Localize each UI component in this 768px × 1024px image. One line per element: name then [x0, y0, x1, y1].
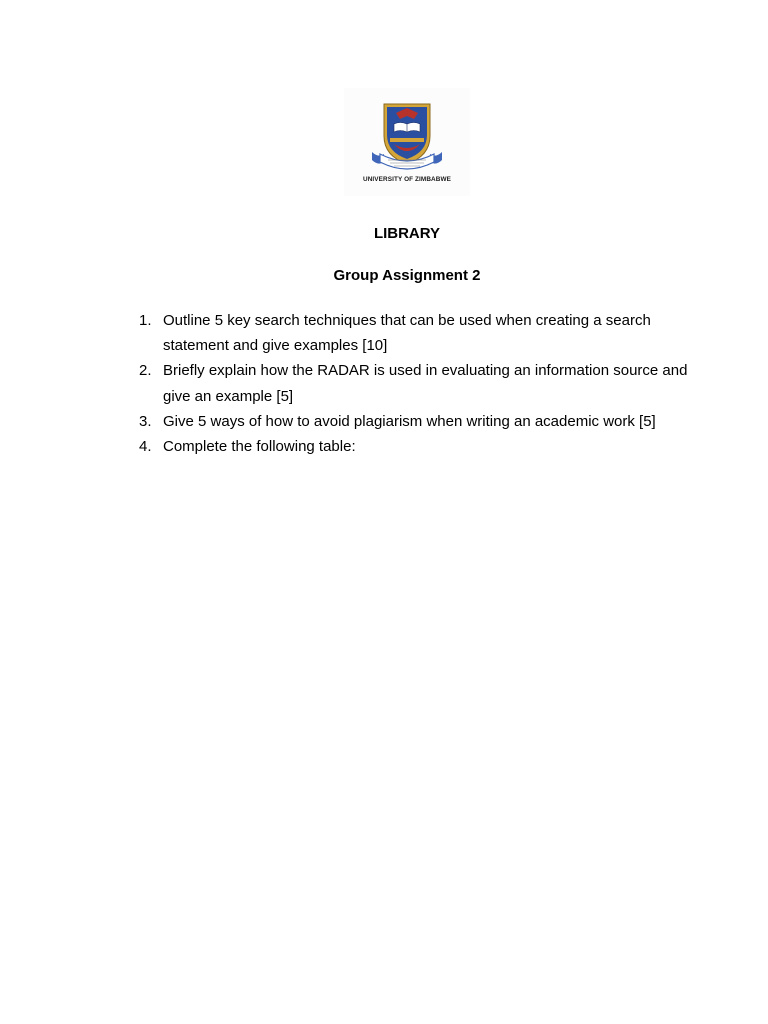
- question-text: Briefly explain how the RADAR is used in evaluating an information source and give an example [5]: [163, 362, 688, 405]
- question-number: 2.: [139, 362, 152, 380]
- question-number: 3.: [139, 412, 152, 430]
- question-number: 4.: [139, 438, 152, 456]
- question-text: Outline 5 key search techniques that can be used when creating a search statement and give examples [10]: [163, 312, 651, 355]
- logo-caption: UNIVERSITY OF ZIMBABWE: [362, 176, 451, 183]
- university-logo: [344, 88, 470, 196]
- question-item: [139, 358, 699, 408]
- question-list: [139, 308, 699, 459]
- question-number: 1.: [139, 312, 152, 329]
- document-subheading: Group Assignment 2: [333, 267, 481, 284]
- question-item: [139, 409, 699, 434]
- document-heading: LIBRARY: [373, 225, 441, 242]
- question-text: Complete the following table:: [163, 438, 356, 456]
- question-item: [139, 308, 699, 358]
- question-item: [139, 434, 699, 459]
- question-text: Give 5 ways of how to avoid plagiarism when writing an academic work [5]: [163, 412, 656, 430]
